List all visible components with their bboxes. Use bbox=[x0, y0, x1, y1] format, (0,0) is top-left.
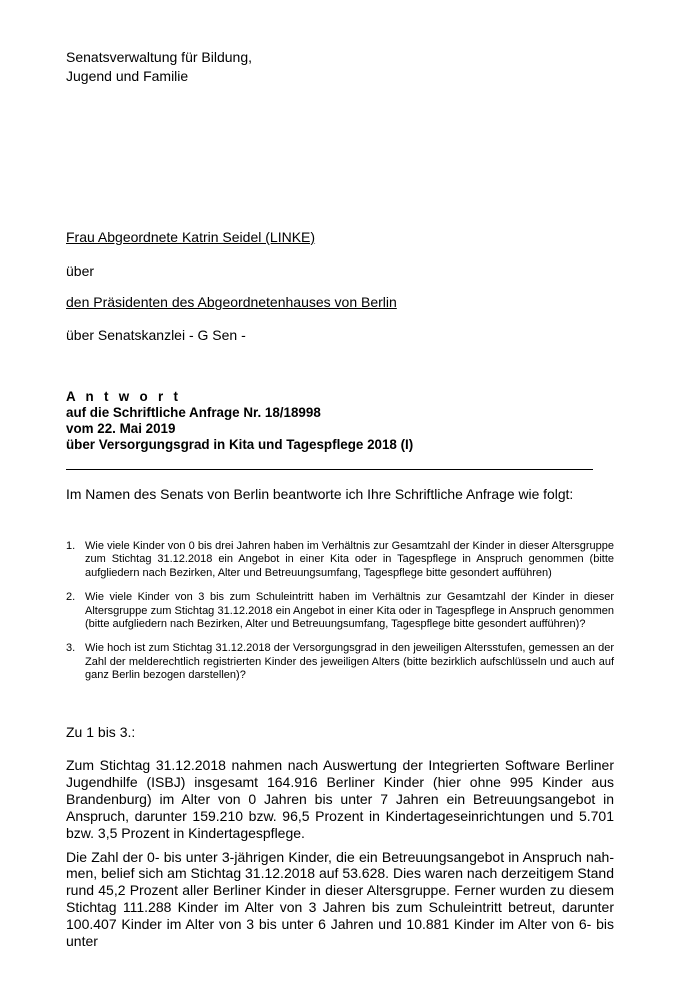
answer-title-block bbox=[66, 389, 413, 453]
question-list bbox=[66, 540, 614, 694]
inquiry-subject: über Versorgungsgrad in Kita und Tagespflege 2018 (I) bbox=[66, 437, 414, 452]
intro-text: Im Namen des Senats von Berlin beantworte ich Ihre Schriftliche Anfrage wie folgt: bbox=[66, 486, 574, 502]
president-line: den Präsidenten des Abgeordnetenhauses von Berlin bbox=[66, 294, 397, 310]
via-line-1: über bbox=[66, 263, 95, 279]
question-text: Wie viele Kinder von 3 bis zum Schuleintritt haben im Verhältnis zur Gesamtzahl der Kinder in dieser Altersgruppe zum Stichtag 31.12.2018 ein Angebot in einer Kita oder in Tagespflege in Anspruch genommen (bitte aufgliedern nach Bezirken, Alter und Betreuungsumfang, Tagespflege bitte gesondert aufführen)? bbox=[85, 591, 614, 631]
answer-paragraph: Zum Stichtag 31.12.2018 nahmen nach Auswertung der Integrierten Software Berliner Jugendhilfe (ISBJ) insgesamt 164.916 Berliner Kinder (hier ohne 995 Kinder aus Brandenburg) im Alter von 0 Jahren bis unter 7 Jahren ein Betreuungsangebot in Anspruch, darunter 159.210 bzw. 96,5 Prozent in Kindertageseinrichtungen und 5.701 bzw. 3,5 Prozent in Kindertagespflege. bbox=[66, 757, 614, 841]
title-divider bbox=[66, 469, 593, 470]
answer-label: Zu 1 bis 3.: bbox=[66, 724, 136, 740]
inquiry-date: vom 22. Mai 2019 bbox=[66, 421, 176, 436]
question-text: Wie hoch ist zum Stichtag 31.12.2018 der Versorgungsgrad in den jeweiligen Altersstufen, gemessen an der Zahl der melderechtlich registrierten Kinder des jeweiligen Alters (bitte bezirklich aufschlüsseln und auch auf ganz Berlin bezogen darstellen)? bbox=[85, 642, 614, 682]
recipient-line: Frau Abgeordnete Katrin Seidel (LINKE) bbox=[66, 229, 316, 245]
question-item bbox=[66, 591, 614, 631]
sender-block bbox=[66, 48, 252, 86]
answer-heading: A n t w o r t bbox=[66, 389, 182, 404]
inquiry-number: auf die Schriftliche Anfrage Nr. 18/18998 bbox=[66, 405, 321, 420]
sender-line-2: Jugend und Familie bbox=[66, 68, 189, 84]
sender-line-1: Senatsverwaltung für Bildung, bbox=[66, 49, 252, 65]
answer-paragraph: Die Zahl der 0- bis unter 3-jährigen Kinder, die ein Betreuungsangebot in Anspruch nahmen, belief sich am Stichtag 31.12.2018 auf 53.628. Dies waren nach derzeitigem Stand rund 45,2 Prozent aller Berliner Kinder in dieser Altersgruppe. Ferner wurden zu diesem Stichtag 111.288 Kinder im Alter von 3 Jahren bis zum Schuleintritt betreut, darunter 100.407 Kinder im Alter von 3 bis unter 6 Jahren und 10.881 Kinder im Alter von 6- bis unter bbox=[66, 848, 614, 950]
question-number: 3. bbox=[66, 642, 76, 655]
question-text: Wie viele Kinder von 0 bis drei Jahren haben im Verhältnis zur Gesamtzahl der Kinder in dieser Altersgruppe zum Stichtag 31.12.2018 ein Angebot in einer Kita oder in Tagespflege in Anspruch genommen (bitte aufgliedern nach Bezirken, Alter und Betreuungsumfang, Tagespflege bitte gesondert aufführen) bbox=[85, 540, 614, 579]
question-number: 1. bbox=[66, 540, 76, 552]
question-number: 2. bbox=[66, 591, 76, 604]
answer-body bbox=[66, 757, 614, 957]
question-item bbox=[66, 642, 614, 682]
question-item bbox=[66, 540, 614, 580]
via-line-2: über Senatskanzlei - G Sen - bbox=[66, 327, 246, 343]
